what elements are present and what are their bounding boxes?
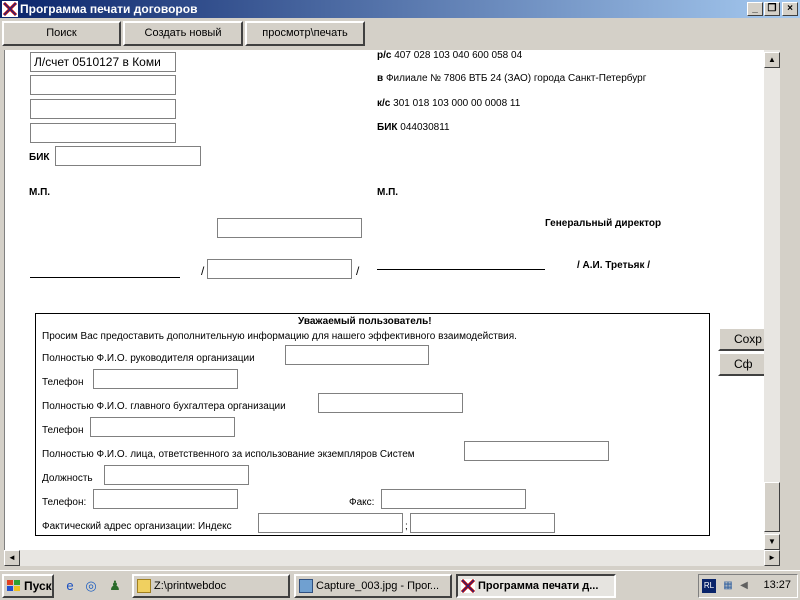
phone3-field[interactable] (93, 489, 238, 509)
document-area (4, 50, 764, 550)
rs-line (377, 50, 522, 61)
phone2-field[interactable] (90, 417, 235, 437)
horizontal-scrollbar[interactable] (4, 550, 780, 566)
head-name-label: Полностью Ф.И.О. руководителя организации (42, 353, 255, 364)
window-title: Программа печати договоров (20, 2, 198, 16)
position-label: Должность (42, 473, 93, 484)
start-label: Пуск (24, 579, 52, 593)
director-label: Генеральный директор (545, 218, 662, 229)
head-name-field[interactable] (285, 345, 429, 365)
branch-prefix: в (377, 73, 384, 84)
bik-value: 044030811 (400, 122, 450, 133)
app-icon (461, 579, 475, 593)
second-side-button[interactable]: Сф (718, 352, 768, 376)
vertical-scrollbar[interactable] (764, 50, 780, 550)
slash-2: / (356, 264, 360, 278)
restore-button[interactable]: ❐ (764, 2, 780, 16)
bik-label-right: БИК (377, 122, 398, 133)
rs-value: 407 028 103 040 600 058 04 (394, 50, 523, 61)
ie-icon[interactable]: e (66, 578, 74, 593)
outlook-icon[interactable]: ◎ (85, 578, 97, 593)
scroll-thumb[interactable] (764, 482, 780, 532)
address-separator: ; (405, 521, 408, 532)
user-icon[interactable]: ♟ (109, 578, 121, 593)
app-icon (2, 1, 18, 17)
phone2-label: Телефон (42, 425, 84, 436)
postcode-field[interactable] (258, 513, 403, 533)
accountant-field[interactable] (318, 393, 463, 413)
signature-line-left (30, 277, 180, 278)
clock: 13:27 (763, 579, 791, 591)
signature-line-right (377, 269, 545, 270)
phone1-field[interactable] (93, 369, 238, 389)
title-bar (0, 0, 800, 18)
left-field-2[interactable] (30, 75, 176, 95)
ks-value: 301 018 103 000 00 0008 11 (393, 98, 521, 109)
windows-logo-icon (7, 580, 21, 592)
task-folder-label: Z:\printwebdoc (154, 580, 227, 592)
address-field[interactable] (410, 513, 555, 533)
scroll-right-icon[interactable]: ► (764, 550, 780, 566)
fax-label: Факс: (349, 497, 375, 508)
branch-line (377, 73, 646, 84)
task-print-program-label: Программа печати д... (478, 580, 599, 592)
save-button[interactable]: Сохр (718, 327, 768, 351)
search-button[interactable]: Поиск (2, 21, 121, 46)
bik-field[interactable] (55, 146, 201, 166)
task-capture-label: Capture_003.jpg - Прог... (316, 580, 440, 592)
rs-label: р/с (377, 50, 392, 61)
image-icon (299, 579, 313, 593)
scroll-left-icon[interactable]: ◄ (4, 550, 20, 566)
signature-field-1[interactable] (217, 218, 362, 238)
task-folder[interactable] (132, 574, 290, 598)
language-indicator[interactable]: RL (702, 579, 716, 593)
responsible-field[interactable] (464, 441, 609, 461)
folder-icon (137, 579, 151, 593)
accountant-label: Полностью Ф.И.О. главного бухгалтера организации (42, 401, 286, 412)
phone3-label: Телефон: (42, 497, 87, 508)
left-field-4[interactable] (30, 123, 176, 143)
task-capture[interactable] (294, 574, 452, 598)
bik-line (377, 122, 450, 133)
left-field-3[interactable] (30, 99, 176, 119)
form-intro: Просим Вас предоставить дополнительную информацию для нашего эффективного взаимодействия. (42, 331, 517, 342)
ks-line (377, 98, 520, 109)
scroll-down-icon[interactable]: ▼ (764, 534, 780, 550)
fax-field[interactable] (381, 489, 526, 509)
info-form (35, 313, 710, 536)
branch-value: Филиале № 7806 ВТБ 24 (ЗАО) города Санкт-Петербург (385, 73, 647, 84)
signature-field-2[interactable] (207, 259, 352, 279)
bik-label-left: БИК (29, 152, 50, 163)
director-signature: / А.И. Третьяк / (577, 260, 651, 271)
toolbar (0, 19, 800, 49)
task-print-program[interactable] (456, 574, 616, 598)
start-button[interactable] (2, 574, 54, 598)
create-new-button[interactable]: Создать новый (123, 21, 243, 46)
minimize-button[interactable]: _ (747, 2, 763, 16)
volume-icon[interactable]: ◀ (740, 580, 748, 591)
slash-1: / (201, 264, 205, 278)
account-field[interactable]: Л/счет 0510127 в Коми (30, 52, 176, 72)
taskbar (0, 570, 800, 600)
form-heading: Уважаемый пользователь! (298, 316, 432, 327)
close-button[interactable]: × (782, 2, 798, 16)
preview-print-button[interactable]: просмотр\печать (245, 21, 365, 46)
scroll-up-icon[interactable]: ▲ (764, 52, 780, 68)
position-field[interactable] (104, 465, 249, 485)
mp-label-right: М.П. (377, 187, 399, 198)
address-label: Фактический адрес организации: Индекс (42, 521, 232, 532)
mp-label-left: М.П. (29, 187, 51, 198)
responsible-label: Полностью Ф.И.О. лица, ответственного за использование экземпляров Систем (42, 449, 415, 460)
phone1-label: Телефон (42, 377, 84, 388)
system-tray (698, 574, 798, 598)
network-icon[interactable]: ▦ (723, 580, 733, 591)
ks-label: к/с (377, 98, 391, 109)
